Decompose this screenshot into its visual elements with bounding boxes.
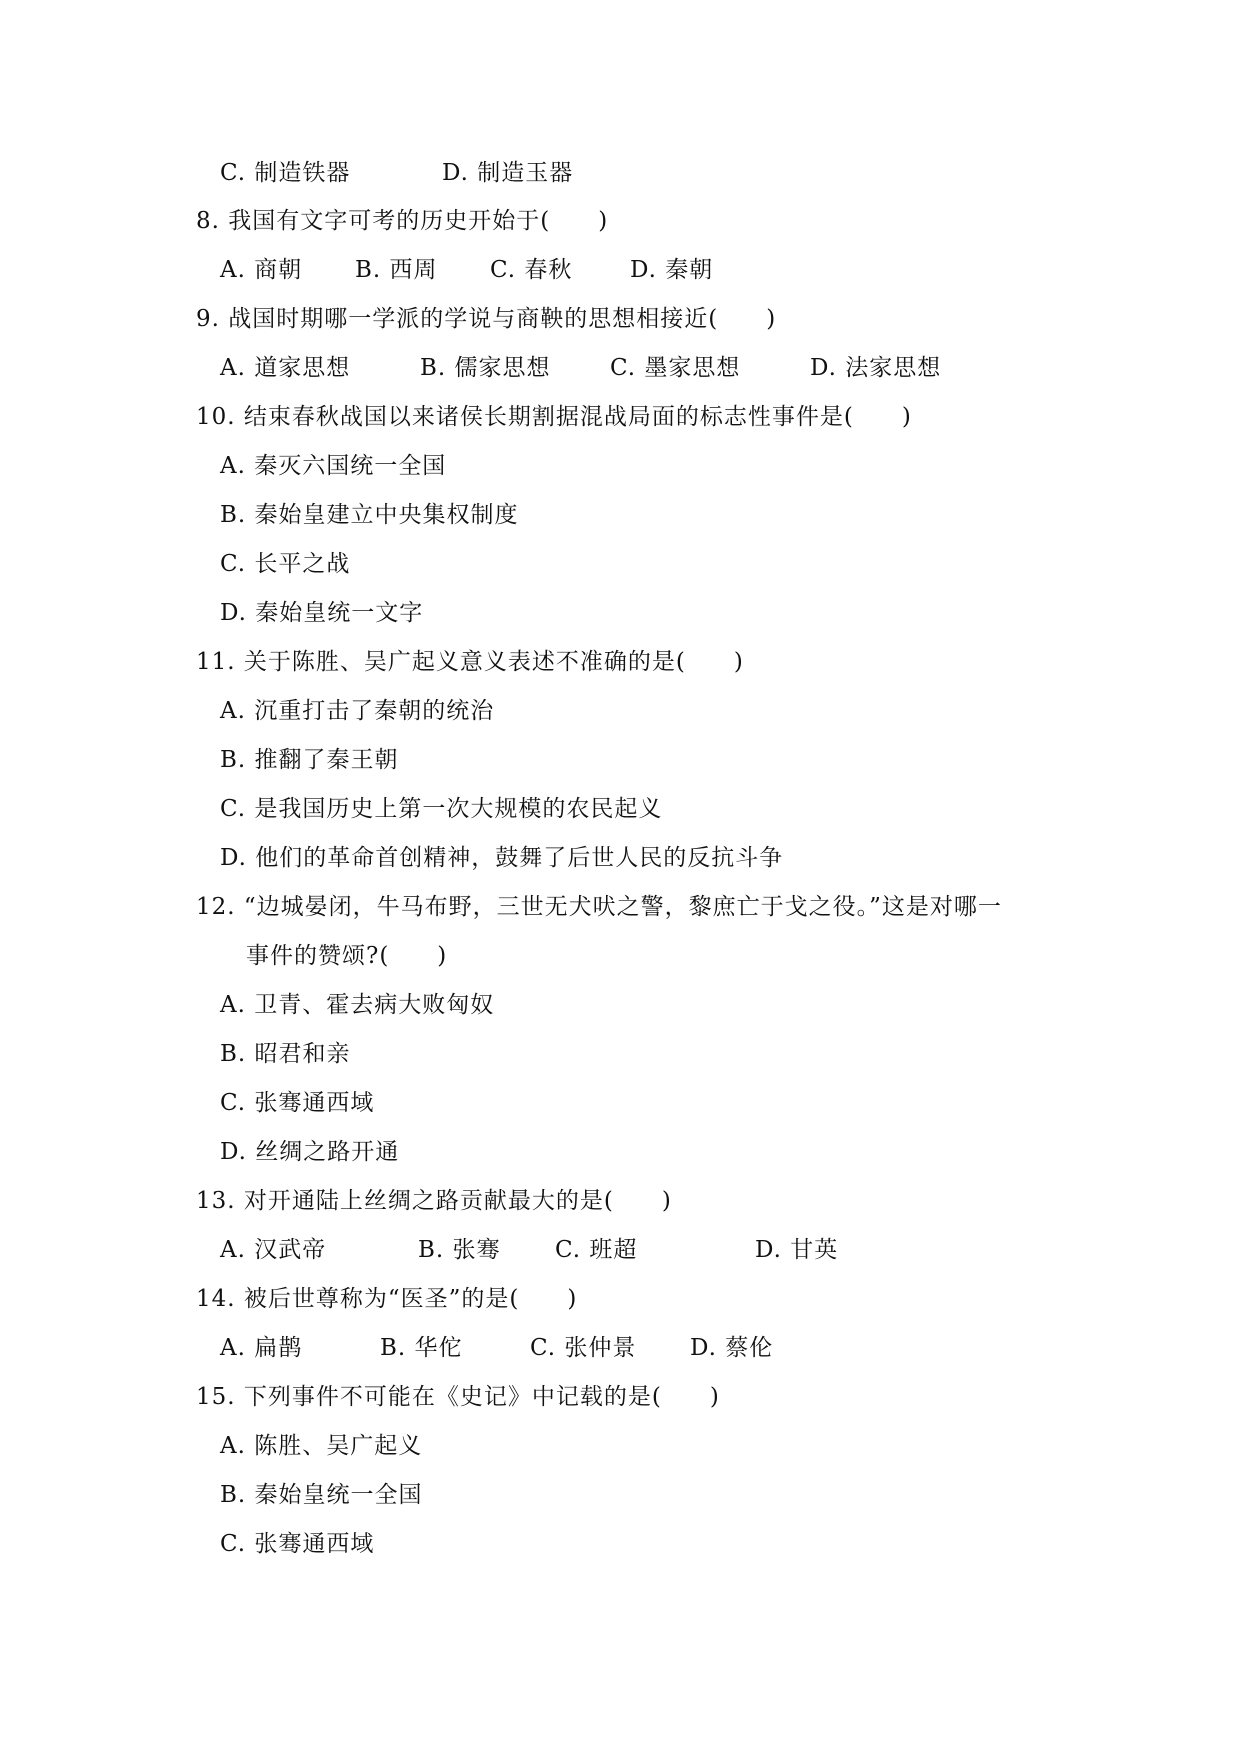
option-d: D. 法家思想 <box>810 355 942 381</box>
question-stem: 9. 战国时期哪一学派的学说与商鞅的思想相接近( ) <box>196 306 777 332</box>
option: B. 秦始皇统一全国 <box>220 1482 423 1508</box>
option-c: C. 墨家思想 <box>610 355 741 381</box>
option: A. 陈胜、吴广起义 <box>220 1433 423 1459</box>
option-d: D. 秦朝 <box>630 257 714 283</box>
question-stem: 15. 下列事件不可能在《史记》中记载的是( ) <box>196 1384 720 1410</box>
option: C. 长平之战 <box>220 551 351 577</box>
option: D. 秦始皇统一文字 <box>220 600 424 626</box>
option-d: D. 蔡伦 <box>690 1335 774 1361</box>
option: B. 秦始皇建立中央集权制度 <box>220 502 519 528</box>
option-a: A. 道家思想 <box>220 355 351 381</box>
option-c: C. 春秋 <box>490 257 573 283</box>
option-a: A. 扁鹊 <box>220 1335 303 1361</box>
option: A. 卫青、霍去病大败匈奴 <box>220 992 495 1018</box>
question-stem-continued: 事件的赞颂?( ) <box>246 943 448 969</box>
option: D. 他们的革命首创精神，鼓舞了后世人民的反抗斗争 <box>220 845 784 871</box>
option: C. 张骞通西域 <box>220 1090 375 1116</box>
option-a: A. 汉武帝 <box>220 1237 327 1263</box>
option: A. 沉重打击了秦朝的统治 <box>220 698 495 724</box>
option-a: A. 商朝 <box>220 257 303 283</box>
question-stem: 11. 关于陈胜、吴广起义意义表述不准确的是( ) <box>196 649 744 675</box>
option-b: B. 华佗 <box>380 1335 463 1361</box>
option-b: B. 西周 <box>355 257 438 283</box>
option: A. 秦灭六国统一全国 <box>220 453 447 479</box>
option-c: C. 制造铁器 <box>220 160 351 186</box>
question-stem: 8. 我国有文字可考的历史开始于( ) <box>196 208 609 234</box>
option: B. 推翻了秦王朝 <box>220 747 399 773</box>
question-stem: 14. 被后世尊称为“医圣”的是( ) <box>196 1286 578 1312</box>
question-stem: 13. 对开通陆上丝绸之路贡献最大的是( ) <box>196 1188 672 1214</box>
option: D. 丝绸之路开通 <box>220 1139 400 1165</box>
option-b: B. 儒家思想 <box>420 355 551 381</box>
option-c: C. 班超 <box>555 1237 638 1263</box>
option-b: B. 张骞 <box>418 1237 501 1263</box>
option-c: C. 张仲景 <box>530 1335 637 1361</box>
question-stem: 12. “边城晏闭，牛马布野，三世无犬吠之警，黎庶亡于戈之役。”这是对哪一 <box>196 894 1002 920</box>
option-d: D. 制造玉器 <box>442 160 574 186</box>
option: B. 昭君和亲 <box>220 1041 351 1067</box>
option: C. 是我国历史上第一次大规模的农民起义 <box>220 796 663 822</box>
question-stem: 10. 结束春秋战国以来诸侯长期割据混战局面的标志性事件是( ) <box>196 404 912 430</box>
option-d: D. 甘英 <box>755 1237 839 1263</box>
option: C. 张骞通西域 <box>220 1531 375 1557</box>
